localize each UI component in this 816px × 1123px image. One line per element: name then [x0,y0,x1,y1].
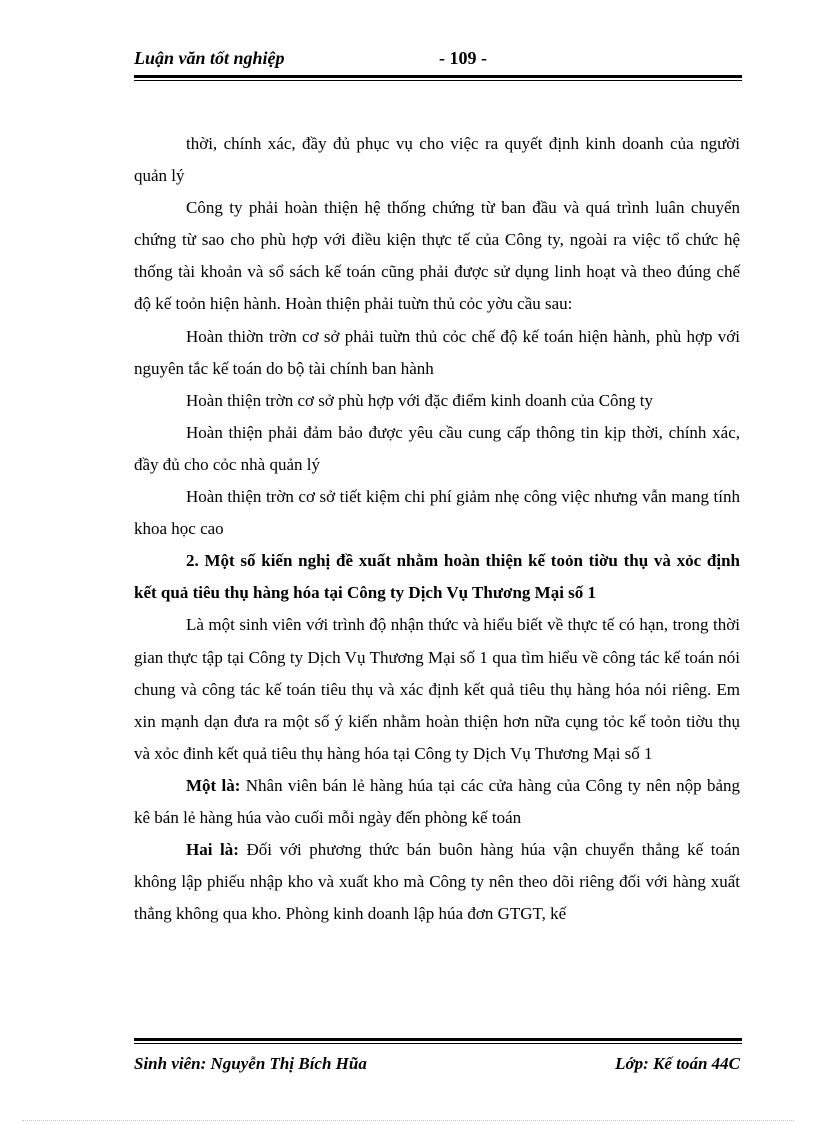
paragraph-2: Công ty phải hoàn thiện hệ thống chứng từ ban đầu và quá trình luân chuyển chứng từ sao cho phù hợp với điều kiện thực tế của Công ty, ngoài ra việc tổ chức hệ thống tài khoản và sổ sách kế toán cũng phải được sử dụng linh hoạt và theo đúng chế độ kế toỏn hiện hành. Hoàn thiện phải tuừn thủ cỏc yờu cầu sau: [134,198,740,314]
page-number: - 109 - [439,48,487,68]
paragraph-9-lead: Hai là: [186,840,239,860]
paragraph-6: Hoàn thiện trờn cơ sở tiết kiệm chi phí giảm nhẹ công việc nhưng vẫn mang tính khoa học cao [134,487,740,539]
footer-rule [134,1038,742,1044]
paragraph-7: Là một sinh viên với trình độ nhận thức và hiểu biết về thực tế có hạn, trong thời gian thực tập tại Công ty Dịch Vụ Thương Mại số 1 qua tìm hiểu về công tác kế toán nói chung và công tác kế toán tiêu thụ và xác định kết quả tiêu thụ hàng hóa nói riêng. Em xin mạnh dạn đưa ra một số ý kiến nhằm hoàn thiện hơn nữa cụng tỏc kế toỏn tiờu thụ và xỏc đinh kết quả tiêu thụ hàng hóa tại Công ty Dịch Vụ Thương Mại số 1 [134,615,740,763]
paragraph-9-text: Đối với phương thức bán buôn hàng húa vận chuyển thẳng kế toán không lập phiếu nhập kho và xuất kho mà Công ty nên theo dõi riêng đối với hàng xuất thẳng không qua kho. Phòng kinh doanh lập húa đơn GTGT, kế [134,840,740,924]
paragraph-8-lead: Một là: [186,775,241,795]
paragraph-8-text: Nhân viên bán lẻ hàng húa tại các cửa hàng của Công ty nên nộp bảng kê bán lẻ hàng húa vào cuối mỗi ngày đến phòng kế toán [134,775,741,827]
section-heading: 2. Một số kiến nghị đề xuất nhằm hoàn thiện kế toỏn tiờu thụ và xỏc định kết quả tiêu thụ hàng hóa tại Công ty Dịch Vụ Thương Mại số 1 [134,551,740,603]
paragraph-8 [134,770,740,834]
page-footer [134,1052,740,1080]
student-name: Sinh viên: Nguyễn Thị Bích Hũa [134,1054,367,1073]
page-header [134,46,740,74]
paragraph-5: Hoàn thiện phải đảm bảo được yêu cầu cung cấp thông tin kịp thời, chính xác, đầy đủ cho cỏc nhà quản lý [134,422,740,474]
class-name: Lớp: Kế toán 44C [615,1054,740,1073]
page-edge-divider [22,1120,794,1121]
page-body [134,128,740,930]
paragraph-3: Hoàn thiờn trờn cơ sở phải tuừn thủ cỏc chế độ kế toán hiện hành, phù hợp với nguyên tắc kế toán do bộ tài chính ban hành [134,326,740,378]
paragraph-1: thời, chính xác, đầy đủ phục vụ cho việc ra quyết định kinh doanh của người quản lý [134,134,740,186]
document-title: Luận văn tốt nghiệp [134,48,285,68]
header-rule [134,75,742,81]
paragraph-9 [134,834,740,930]
paragraph-4: Hoàn thiện trờn cơ sở phù hợp với đặc điểm kinh doanh của Công ty [186,390,654,410]
